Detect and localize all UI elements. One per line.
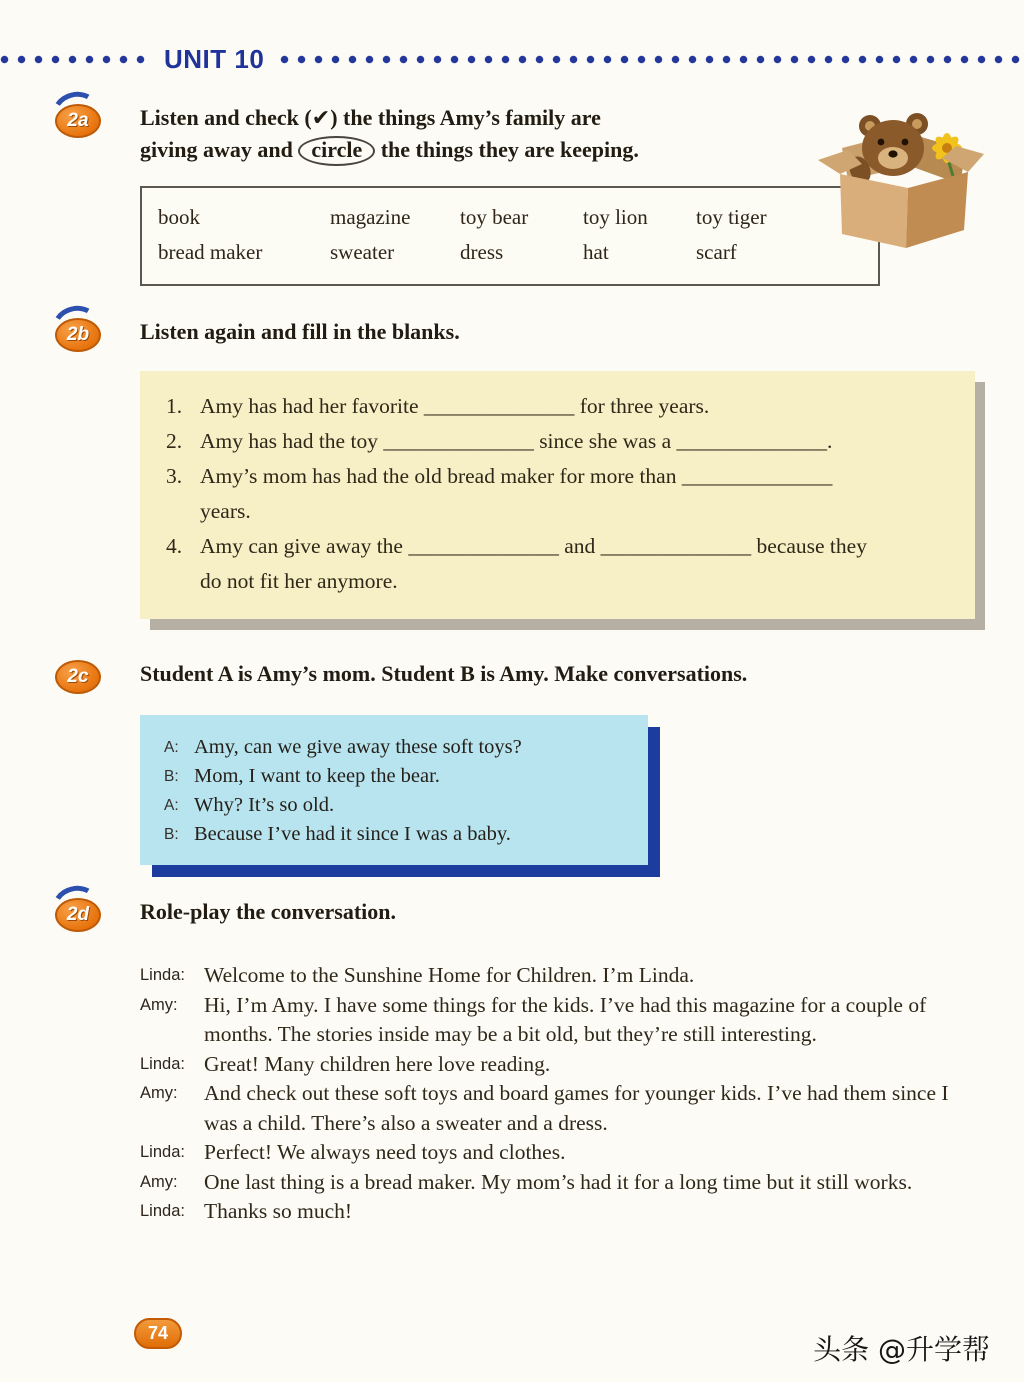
dialogue-line (140, 1138, 980, 1168)
dotted-rule-right (280, 55, 1024, 64)
dialogue-text: Welcome to the Sunshine Home for Children. I’m Linda. (204, 963, 695, 987)
fill-item-3 (166, 459, 951, 529)
conversation-text: Amy, can we give away these soft toys? (194, 736, 522, 758)
item-number: 3. (166, 464, 183, 488)
conversation-line (164, 791, 634, 820)
word-item: toy lion (583, 205, 648, 229)
instruction-text: the things they are keeping. (375, 137, 639, 162)
speaker-label: Linda: (140, 1143, 185, 1161)
conversation-text: Mom, I want to keep the bear. (194, 765, 440, 787)
instruction-text: giving away and (140, 137, 299, 162)
word-item: toy tiger (696, 205, 767, 229)
word-item: hat (583, 240, 609, 264)
item-number: 1. (166, 394, 183, 418)
conversation-line (164, 762, 634, 791)
section-2d (55, 886, 980, 1227)
fill-item-4 (166, 529, 951, 599)
badge-label-2c: 2c (55, 660, 101, 694)
fill-text: Amy’s mom has had the old bread maker for more than ______________ (200, 464, 833, 488)
dialogue-line (140, 961, 980, 991)
dialogue-line (140, 991, 980, 1050)
word-item: bread maker (158, 240, 263, 264)
fill-in-blanks-box (140, 371, 975, 619)
activity-badge-2d (55, 894, 103, 934)
instruction-2b: Listen again and fill in the blanks. (140, 319, 460, 344)
item-number: 4. (166, 534, 183, 558)
teddy-bear-in-box-illustration (804, 94, 986, 260)
conversation-text: Because I’ve had it since I was a baby. (194, 823, 511, 845)
instruction-text: Listen and check ( (140, 105, 312, 130)
role-play-dialogue (140, 961, 980, 1227)
speaker-label: B: (164, 826, 179, 843)
watermark: 头条 @升学帮 (813, 1333, 990, 1366)
dialogue-line (140, 1079, 980, 1138)
badge-label-2a: 2a (55, 104, 101, 138)
speaker-label: A: (164, 797, 179, 814)
speaker-label: Amy: (140, 995, 178, 1014)
instruction-2a (140, 92, 780, 166)
fill-text: Amy can give away the ______________ and ______________ because they (200, 534, 867, 558)
sample-conversation-box (140, 715, 648, 865)
instruction-2d: Role-play the conversation. (140, 899, 397, 924)
word-bank (140, 186, 880, 286)
fill-item-2 (166, 424, 951, 459)
word-row (158, 200, 870, 235)
page-header (0, 44, 1024, 74)
check-mark-icon: ✔ (311, 106, 331, 131)
word-item: dress (460, 240, 504, 264)
section-2a (55, 92, 990, 286)
fill-text: do not fit her anymore. (200, 569, 398, 593)
dialogue-text: Great! Many children here love reading. (204, 1051, 551, 1076)
dialogue-text: And check out these soft toys and board games for younger kids. I’ve had them since I was a child. There’s also a sweater and a dress. (204, 1081, 949, 1135)
word-item: magazine (330, 205, 411, 229)
word-item: sweater (330, 240, 395, 264)
speaker-label: Linda: (140, 966, 185, 984)
activity-badge-2c (55, 656, 103, 696)
section-2b (55, 306, 990, 619)
dialogue-line (140, 1197, 980, 1227)
conversation-line (164, 820, 634, 849)
word-item: toy bear (460, 205, 529, 229)
section-2c (55, 648, 990, 865)
fill-item-1 (166, 389, 951, 424)
dialogue-line (140, 1050, 980, 1080)
activity-badge-2b (55, 314, 103, 354)
dialogue-line (140, 1168, 980, 1198)
speaker-label: Linda: (140, 1202, 185, 1220)
dotted-rule-left (0, 55, 150, 64)
word-item: book (158, 205, 200, 229)
speaker-label: Amy: (140, 1172, 178, 1191)
word-item: scarf (696, 240, 737, 264)
item-number: 2. (166, 429, 183, 453)
fill-text: Amy has had the toy ______________ since she was a ______________. (200, 429, 833, 453)
badge-label-2b: 2b (55, 318, 101, 352)
unit-title: UNIT 10 (164, 43, 265, 74)
instruction-2c: Student A is Amy’s mom. Student B is Amy. Make conversations. (140, 661, 748, 686)
speaker-label: A: (164, 739, 179, 756)
badge-label-2d: 2d (55, 898, 101, 932)
dialogue-text: Thanks so much! (204, 1199, 353, 1223)
instruction-text: ) the things Amy’s family are (330, 105, 601, 130)
fill-text: years. (200, 499, 251, 523)
conversation-text: Why? It’s so old. (194, 794, 335, 816)
dialogue-text: Perfect! We always need toys and clothes. (204, 1140, 566, 1164)
conversation-line (164, 733, 634, 762)
activity-badge-2a (55, 100, 103, 140)
page-number: 74 (134, 1318, 182, 1349)
speaker-label: Linda: (140, 1054, 185, 1073)
word-row (158, 235, 870, 270)
fill-text: Amy has had her favorite ______________ for three years. (200, 394, 710, 418)
circled-word: circle (298, 136, 375, 166)
dialogue-text: Hi, I’m Amy. I have some things for the kids. I’ve had this magazine for a couple of months. The stories inside may be a bit old, but they’re still interesting. (204, 992, 927, 1046)
dialogue-text: One last thing is a bread maker. My mom’s had it for a long time but it still works. (204, 1169, 913, 1194)
speaker-label: Amy: (140, 1084, 178, 1102)
speaker-label: B: (164, 768, 179, 785)
